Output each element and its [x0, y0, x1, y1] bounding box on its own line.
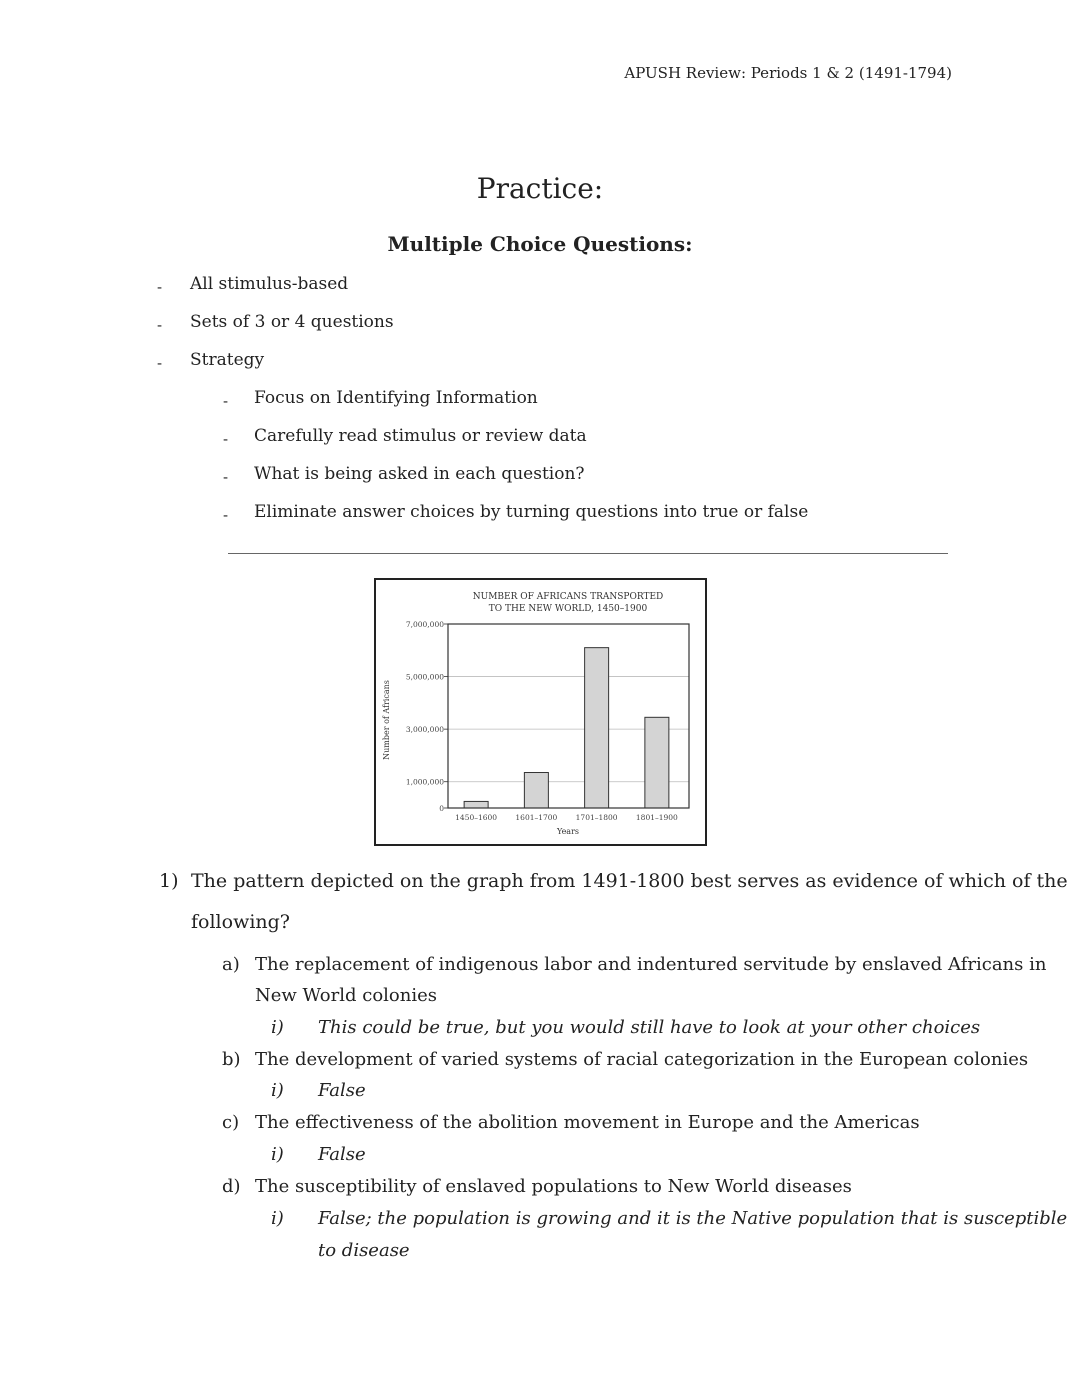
page-header: APUSH Review: Periods 1 & 2 (1491-1794): [624, 64, 952, 82]
question-number: 1): [159, 870, 179, 892]
sub-bullet-dash: -: [223, 506, 229, 524]
sub-bullet-item: Focus on Identifying Information: [254, 388, 538, 408]
choice-letter: b): [222, 1049, 241, 1070]
bar-chart: [376, 580, 705, 844]
bullet-item: All stimulus-based: [190, 274, 349, 294]
section-subtitle: Multiple Choice Questions:: [387, 232, 693, 256]
note-label: i): [271, 1080, 284, 1101]
bar-chart-frame: [374, 578, 707, 846]
bullet-item: Sets of 3 or 4 questions: [190, 312, 394, 332]
chart-y-tick-label: 0: [439, 804, 444, 813]
choice-note: False; the population is growing and it is the Native population that is susceptible: [318, 1208, 1068, 1229]
chart-x-tick-label: 1801–1900: [635, 813, 678, 822]
choice-text: The replacement of indigenous labor and indentured servitude by enslaved Africans in: [255, 954, 1047, 975]
sub-bullet-dash: -: [223, 468, 229, 486]
note-label: i): [271, 1017, 284, 1038]
choice-letter: a): [222, 954, 240, 975]
choice-letter: d): [222, 1176, 241, 1197]
choice-note: This could be true, but you would still have to look at your other choices: [318, 1017, 981, 1038]
chart-bar: [524, 773, 548, 808]
choice-note-cont: to disease: [318, 1240, 410, 1261]
sub-bullet-dash: -: [223, 392, 229, 410]
chart-x-axis-label: Years: [556, 827, 580, 836]
note-label: i): [271, 1208, 284, 1229]
sub-bullet-item: Eliminate answer choices by turning questions into true or false: [254, 502, 809, 522]
sub-bullet-dash: -: [223, 430, 229, 448]
chart-y-tick-label: 5,000,000: [405, 672, 444, 682]
chart-title: NUMBER OF AFRICANS TRANSPORTED: [472, 592, 664, 602]
choice-text: The susceptibility of enslaved populations to New World diseases: [255, 1176, 852, 1197]
page-title: Practice:: [476, 172, 604, 205]
choice-text-cont: New World colonies: [255, 985, 438, 1006]
question-text-line1: The pattern depicted on the graph from 1491-1800 best serves as evidence of which of the: [191, 870, 1068, 892]
chart-bar: [464, 801, 488, 808]
choice-note: False: [318, 1080, 366, 1101]
chart-y-tick-label: 1,000,000: [405, 777, 444, 787]
chart-bar: [585, 648, 609, 808]
chart-y-tick-label: 7,000,000: [405, 620, 444, 629]
bullet-dash: -: [157, 316, 163, 334]
sub-bullet-item: What is being asked in each question?: [254, 464, 585, 484]
chart-x-tick-label: 1701–1800: [575, 813, 618, 822]
choice-note: False: [318, 1144, 366, 1165]
choice-letter: c): [222, 1112, 240, 1133]
bullet-item: Strategy: [190, 350, 265, 370]
choice-text: The development of varied systems of racial categorization in the European colonies: [255, 1049, 1029, 1070]
choice-text: The effectiveness of the abolition movement in Europe and the Americas: [255, 1112, 920, 1133]
question-text-line2: following?: [191, 911, 290, 933]
chart-x-tick-label: 1450–1600: [455, 813, 498, 822]
bullet-dash: -: [157, 278, 163, 296]
chart-x-tick-label: 1601–1700: [515, 813, 558, 822]
chart-subtitle: TO THE NEW WORLD, 1450–1900: [488, 604, 648, 614]
chart-y-tick-label: 3,000,000: [405, 725, 444, 735]
bullet-dash: -: [157, 354, 163, 372]
note-label: i): [271, 1144, 284, 1165]
chart-y-axis-label: Number of Africans: [382, 680, 391, 760]
chart-bar: [645, 717, 669, 808]
horizontal-divider: [228, 553, 948, 554]
sub-bullet-item: Carefully read stimulus or review data: [254, 426, 587, 446]
